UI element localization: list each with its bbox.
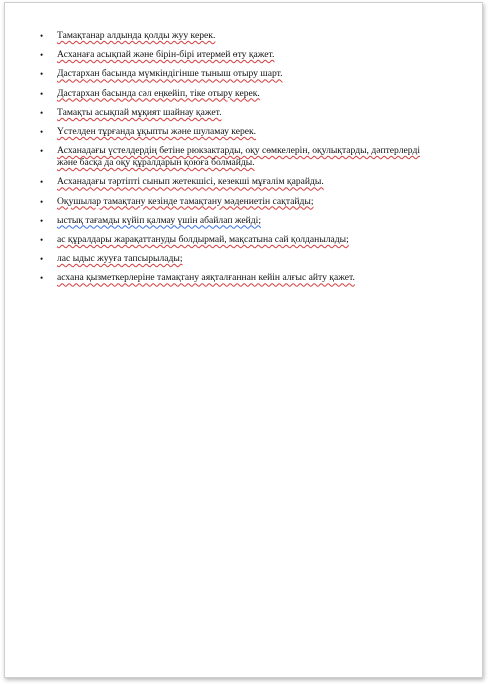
bullet-icon: • xyxy=(40,31,44,41)
bullet-icon: • xyxy=(40,50,44,61)
list-item xyxy=(5,234,482,246)
bullet-icon: • xyxy=(40,273,44,284)
rules-bullet-list xyxy=(5,30,482,291)
list-item-text: лас ыдыс жууға тапсырылады; xyxy=(57,253,183,265)
list-item-text: ас құралдары жарақаттануды болдырмай, мақсатына сай қолданылады; xyxy=(57,233,349,245)
list-item-text: Тамақты асықпай мұқият шайнау қажет. xyxy=(57,106,222,118)
list-item-text: Асханадағы тәртіпті сынып жетекшісі, кезекші мұғалім қарайды. xyxy=(57,176,324,188)
list-item xyxy=(5,196,482,208)
list-item xyxy=(5,176,482,188)
bullet-icon: • xyxy=(40,69,44,80)
list-item xyxy=(5,272,482,284)
bullet-icon: • xyxy=(40,196,44,207)
list-item xyxy=(5,126,482,138)
list-item xyxy=(5,107,482,119)
bullet-icon: • xyxy=(40,254,44,265)
bullet-icon: • xyxy=(40,215,44,226)
list-item-text: Асханаға асықпай және бірін-бірі итермей өту қажет. xyxy=(57,49,275,61)
bullet-icon: • xyxy=(40,88,44,99)
list-item xyxy=(5,215,482,227)
list-item-text: Дастархан басында мүмкіндігінше тыныш отыру шарт. xyxy=(57,68,283,80)
list-item-text: Асханадағы үстелдердің бетіне рюкзактарды, оқу сөмкелерін, оқулықтарды, дәптерлерді және басқа да оқу құралдарын қоюға болмайды. xyxy=(57,145,420,169)
bullet-icon: • xyxy=(40,107,44,118)
list-item xyxy=(5,88,482,100)
bullet-icon: • xyxy=(40,234,44,245)
list-item-text: ыстық тағамды күйіп қалмау үшін абайлап жейді; xyxy=(57,214,261,226)
list-item-text: Тамақтанар алдында қолды жуу керек. xyxy=(57,30,216,41)
list-item xyxy=(5,68,482,80)
document-page xyxy=(4,2,483,678)
list-item-text: Үстелден тұрғанда ұқыпты және шуламау керек. xyxy=(57,125,257,137)
list-item xyxy=(5,49,482,61)
bullet-icon: • xyxy=(40,146,44,157)
list-item xyxy=(5,253,482,265)
list-item xyxy=(5,30,482,42)
bullet-icon: • xyxy=(40,126,44,137)
list-item-text: Дастархан басында сәл еңкейіп, тіке отыру керек. xyxy=(57,87,260,99)
list-item xyxy=(5,145,482,169)
bullet-icon: • xyxy=(40,177,44,188)
list-item-text: Оқушылар тамақтану кезінде тамақтану мәдениетін сақтайды; xyxy=(57,195,314,207)
list-item-text: асхана қызметкерлеріне тамақтану аяқталғаннан кейін алғыс айту қажет. xyxy=(57,272,355,284)
